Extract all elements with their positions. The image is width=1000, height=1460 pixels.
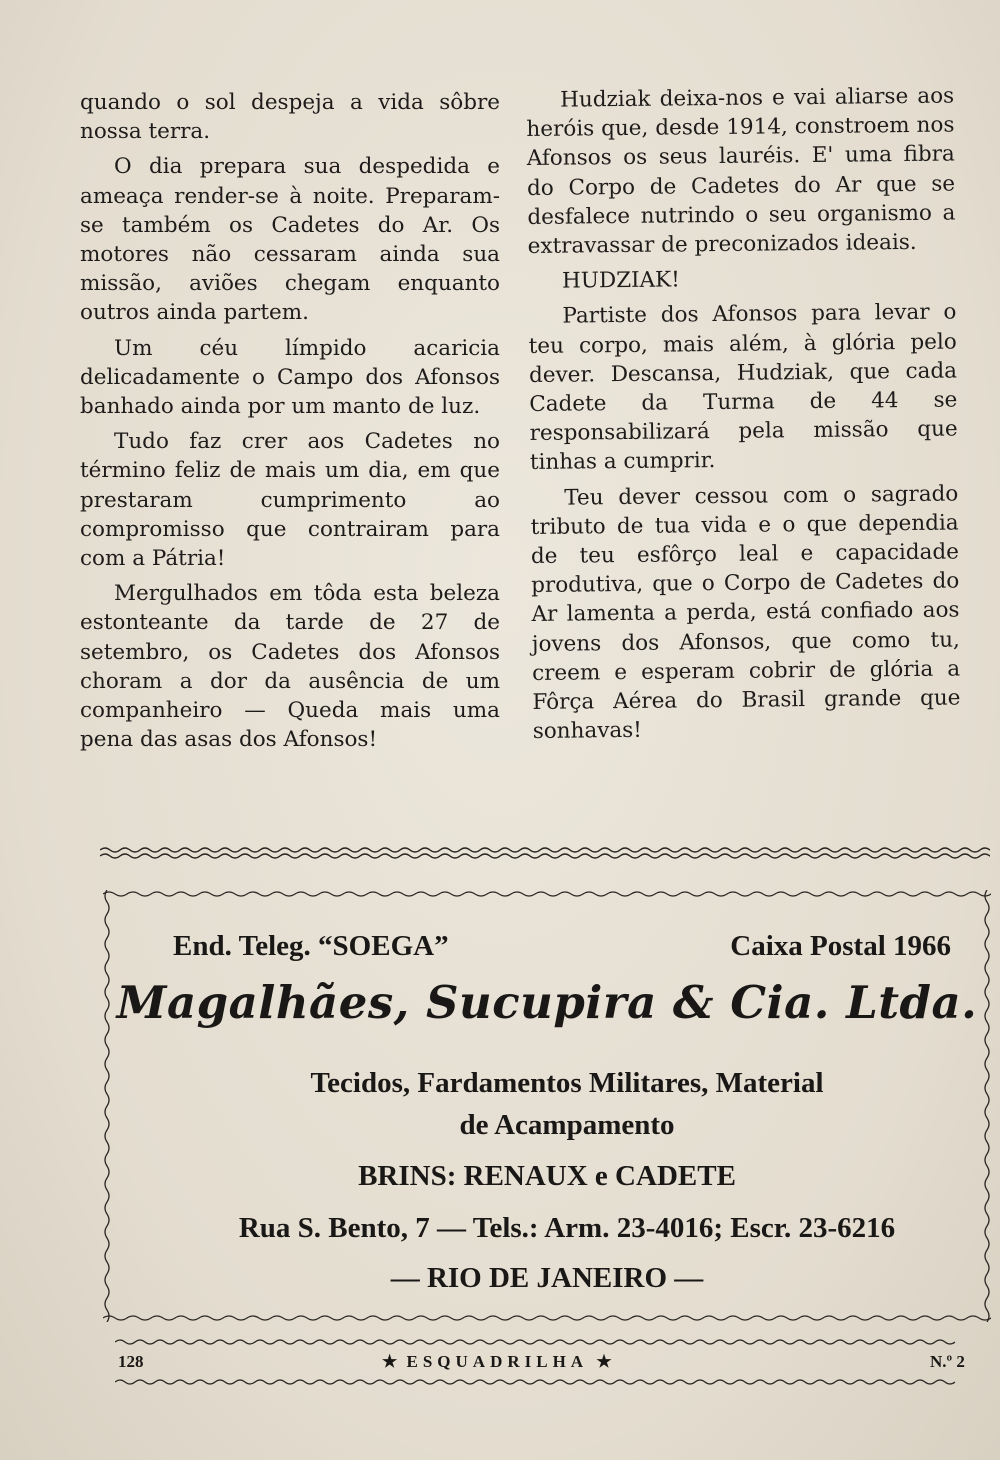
city-line: — RIO DE JANEIRO —: [390, 1262, 704, 1294]
paragraph: Partiste dos Afonsos para levar o teu corpo, mais além, à glória pelo dever. Descansa, Hudziak, que cada Cadete da Turma de 44 se responsabilizará pela missão que tinhas a cumprir.: [528, 299, 958, 476]
paragraph: Mergulhados em tôda esta beleza estonteante da tarde de 27 de setembro, os Cadetes dos Afonsos choram a dor da ausência de um companheiro — Queda mais uma pena das asas dos Afonsos!: [80, 581, 500, 753]
right-text-column: [526, 82, 961, 753]
issue-number: N.º 2: [930, 1352, 965, 1371]
paragraph: Hudziak deixa-nos e vai aliarse aos heróis que, desde 1914, constroem nos Afonsos os seus lauréis. E' uma fibra do Corpo de Cadetes do Ar que se desfalece nutrindo o seu organismo a extravassar de preconizados ideais.: [526, 83, 956, 260]
wavy-divider-footer-top: [115, 1336, 990, 1350]
ad-contact-row: [173, 930, 951, 963]
name-heading: HUDZIAK!: [561, 267, 680, 294]
paragraph: Teu dever cessou com o sagrado tributo de tua vida e o que dependia de teu esfôrço leal e capacidade produtiva, que o Corpo de Cadetes do Ar lamenta a perda, está confiado aos jovens dos Afonsos, que como tu, creem e esperam cobrir de glória a Fôrça Aérea do Brasil grande que sonhavas!: [530, 481, 961, 745]
paragraph: O dia prepara sua despedida e ameaça render-se à noite. Preparam-se também os Cadetes do Ar. Os motores não cessaram ainda sua missão, aviões chegam enquanto outros ainda partem.: [80, 154, 500, 326]
wavy-divider-top: [100, 846, 990, 860]
advertisement-box: [103, 890, 991, 1322]
magazine-name: [382, 1352, 612, 1372]
products-line: de Acampamento: [459, 1109, 675, 1141]
page-number: 128: [118, 1352, 144, 1371]
paragraph: Um céu límpido acaricia delicadamente o Campo dos Afonsos banhado ainda por um manto de luz.: [80, 335, 500, 420]
left-text-column: [80, 88, 500, 760]
star-icon: ★: [596, 1352, 612, 1371]
company-name: Magalhães, Sucupira & Cia. Ltda.: [116, 976, 978, 1029]
telegraph-address: End. Teleg. “SOEGA”: [173, 930, 449, 962]
magazine-title: ESQUADRILHA: [406, 1352, 588, 1371]
paragraph: quando o sol despeja a vida sôbre nossa terra.: [80, 90, 500, 145]
address-line: Rua S. Bento, 7 — Tels.: Arm. 23-4016; Escr. 23-6216: [238, 1212, 896, 1244]
brands-line: BRINS: RENAUX e CADETE: [358, 1160, 736, 1192]
page-footer: [118, 1352, 1000, 1376]
products-description: [163, 1062, 971, 1146]
wavy-divider-footer-bottom: [115, 1376, 990, 1390]
star-icon: ★: [382, 1352, 398, 1371]
paragraph: Tudo faz crer aos Cadetes no término feliz de mais um dia, em que prestaram cumprimento ao compromisso que contrairam para com a Pátria!: [80, 429, 500, 572]
po-box: Caixa Postal 1966: [730, 930, 951, 962]
products-line: Tecidos, Fardamentos Militares, Material: [310, 1067, 824, 1099]
